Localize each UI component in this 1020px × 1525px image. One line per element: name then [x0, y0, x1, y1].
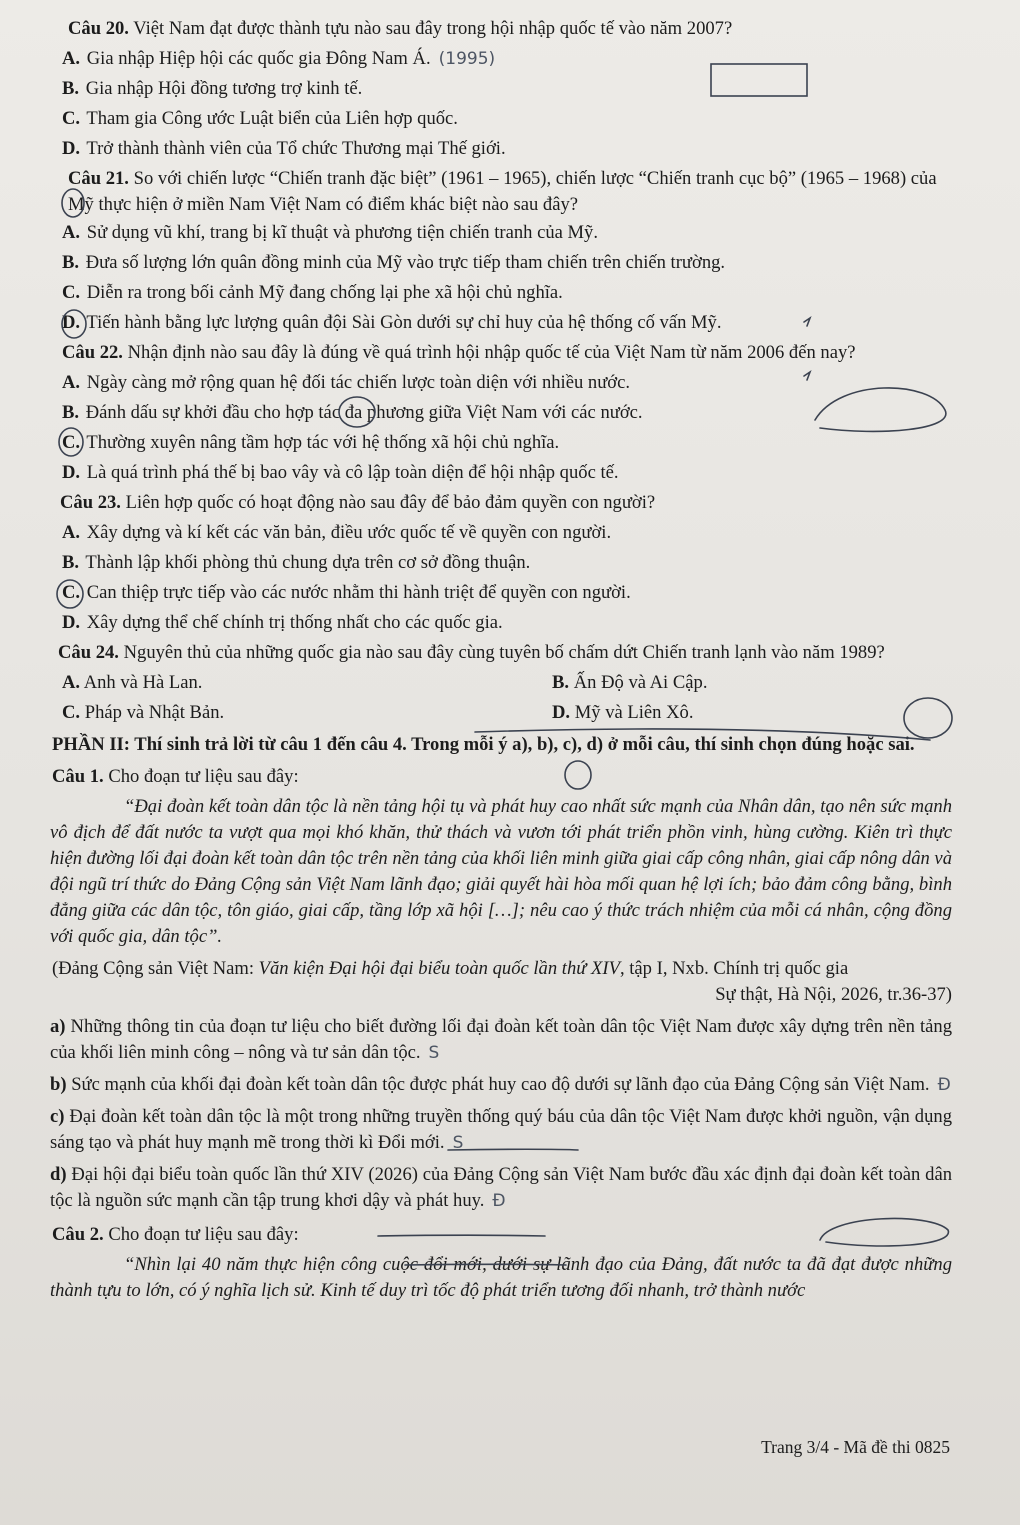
- statement-a: [50, 1014, 952, 1066]
- question-number: Câu 1.: [52, 766, 104, 787]
- option-letter: C.: [62, 282, 81, 303]
- option-letter: C.: [62, 702, 81, 723]
- option-b: [552, 668, 707, 698]
- option-letter: A.: [62, 48, 81, 69]
- question-number: Câu 2.: [52, 1224, 104, 1245]
- option-text: Diễn ra trong bối cảnh Mỹ đang chống lại phe xã hội chủ nghĩa.: [82, 282, 563, 303]
- question-20-stem: [50, 14, 952, 44]
- quoted-passage: [50, 794, 952, 950]
- option-b: [50, 548, 952, 578]
- statement-label: a): [50, 1016, 66, 1037]
- handwritten-mark: S: [428, 1043, 440, 1063]
- source-publisher: Sự thật, Hà Nội, 2026, tr.36-37): [715, 984, 952, 1005]
- part-2-heading: PHẦN II: Thí sinh trả lời từ câu 1 đến câu 4. Trong mỗi ý a), b), c), d) ở mỗi câu, thí sinh chọn đúng hoặc sai.: [52, 734, 915, 755]
- option-text: Đánh dấu sự khởi đầu cho hợp tác đa phương giữa Việt Nam với các nước.: [81, 402, 643, 423]
- question-number: Câu 22.: [62, 342, 123, 363]
- question-23-stem: [50, 488, 952, 518]
- question-number: Câu 24.: [58, 642, 119, 663]
- option-c: [50, 698, 552, 728]
- option-letter: B.: [62, 252, 80, 273]
- statement-text: Những thông tin của đoạn tư liệu cho biết đường lối đại đoàn kết toàn dân tộc Việt Nam được xây dựng trên nền tảng của khối liên minh công – nông và tư sản dân tộc.: [50, 1016, 952, 1063]
- question-24-stem: [50, 638, 952, 668]
- option-a: [50, 368, 952, 398]
- option-letter: C.: [62, 432, 81, 453]
- source-citation: [50, 956, 952, 1008]
- statement-label: c): [50, 1106, 65, 1127]
- question-text: Nhận định nào sau đây là đúng về quá trình hội nhập quốc tế của Việt Nam từ năm 2006 đến nay?: [122, 342, 856, 363]
- option-a: [50, 218, 952, 248]
- option-letter: D.: [62, 462, 81, 483]
- option-letter: D.: [552, 702, 571, 723]
- option-letter: D.: [62, 138, 81, 159]
- part2-question-2: [50, 1220, 952, 1250]
- question-intro: Cho đoạn tư liệu sau đây:: [103, 1224, 299, 1245]
- option-c: [50, 104, 952, 134]
- option-text: Gia nhập Hiệp hội các quốc gia Đông Nam Á.: [82, 48, 431, 69]
- statement-text: Sức mạnh của khối đại đoàn kết toàn dân tộc được phát huy cao độ dưới sự lãnh đạo của Đảng Cộng sản Việt Nam.: [66, 1074, 930, 1095]
- option-text: Ngày càng mở rộng quan hệ đối tác chiến lược toàn diện với nhiều nước.: [82, 372, 631, 393]
- handwritten-note: (1995): [438, 49, 496, 69]
- question-20: [50, 14, 952, 164]
- option-b: [50, 398, 952, 428]
- option-a: [50, 518, 952, 548]
- options-row-2: [50, 698, 952, 728]
- option-text: Thành lập khối phòng thủ chung dựa trên cơ sở đồng thuận.: [81, 552, 531, 573]
- option-letter: A.: [62, 222, 81, 243]
- option-text: Là quá trình phá thế bị bao vây và cô lập toàn diện để hội nhập quốc tế.: [82, 462, 619, 483]
- option-d: [50, 608, 952, 638]
- option-text: Anh và Hà Lan.: [80, 672, 203, 693]
- question-number: Câu 20.: [68, 18, 129, 39]
- option-text: Xây dựng và kí kết các văn bản, điều ước quốc tế về quyền con người.: [82, 522, 612, 543]
- quoted-passage-2: [50, 1252, 952, 1304]
- question-number: Câu 23.: [60, 492, 121, 513]
- question-23: [50, 488, 952, 638]
- option-letter: A.: [62, 672, 81, 693]
- option-text: Mỹ và Liên Xô.: [570, 702, 694, 723]
- option-letter: A.: [62, 522, 81, 543]
- question-intro: Cho đoạn tư liệu sau đây:: [103, 766, 299, 787]
- option-text: Gia nhập Hội đồng tương trợ kinh tế.: [81, 78, 363, 99]
- quote-text: “Đại đoàn kết toàn dân tộc là nền tảng hội tụ và phát huy cao nhất sức mạnh của Nhân dân, tạo nên sức mạnh vô địch để đất nước ta vượt qua mọi khó khăn, thử thách và vươn tới phát triển phồn vinh, hùng cường. Kiên trì thực hiện đường lối đại đoàn kết toàn dân tộc trên nền tảng của khối liên minh giữa giai cấp công nhân, giai cấp nông dân và đội ngũ trí thức do Đảng Cộng sản Việt Nam lãnh đạo; giải quyết hài hòa mối quan hệ lợi ích; bảo đảm công bằng, bình đẳng giữa các dân tộc, tôn giáo, giai cấp, tầng lớp xã hội […]; nêu cao ý thức trách nhiệm của mỗi cá nhân, cộng đồng với quốc gia, dân tộc”.: [50, 796, 952, 947]
- statement-c: [50, 1104, 952, 1156]
- option-d: [50, 308, 952, 338]
- option-text: Ấn Độ và Ai Cập.: [569, 672, 708, 693]
- handwritten-mark: Đ: [492, 1191, 506, 1211]
- option-text: Pháp và Nhật Bản.: [80, 702, 225, 723]
- option-text: Tiến hành bằng lực lượng quân đội Sài Gòn dưới sự chỉ huy của hệ thống cố vấn Mỹ.: [82, 312, 722, 333]
- option-text: Trở thành thành viên của Tổ chức Thương mại Thế giới.: [82, 138, 506, 159]
- option-b: [50, 248, 952, 278]
- option-letter: C.: [62, 582, 81, 603]
- options-row-1: [50, 668, 952, 698]
- option-b: [50, 74, 952, 104]
- source-author: (Đảng Cộng sản Việt Nam:: [52, 958, 259, 979]
- question-22-stem: [50, 338, 952, 368]
- question-24: [50, 638, 952, 728]
- option-letter: C.: [62, 108, 81, 129]
- option-text: Can thiệp trực tiếp vào các nước nhằm thi hành triệt để quyền con người.: [82, 582, 631, 603]
- option-text: Sử dụng vũ khí, trang bị kĩ thuật và phương tiện chiến tranh của Mỹ.: [82, 222, 599, 243]
- quote-text: “Nhìn lại 40 năm thực hiện công cuộc đổi mới, dưới sự lãnh đạo của Đảng, đất nước ta đã đạt được những thành tựu to lớn, có ý nghĩa lịch sử. Kinh tế duy trì tốc độ phát triển tương đối nhanh, trở thành nước: [50, 1254, 952, 1301]
- source-title: Văn kiện Đại hội đại biểu toàn quốc lần thứ XIV: [258, 958, 620, 979]
- question-text: So với chiến lược “Chiến tranh đặc biệt” (1961 – 1965), chiến lược “Chiến tranh cục bộ” (1965 – 1968) của Mỹ thực hiện ở miền Nam Việt Nam có điểm khác biệt nào sau đây?: [68, 168, 937, 215]
- option-letter: B.: [552, 672, 570, 693]
- question-22: [50, 338, 952, 488]
- page-footer: Trang 3/4 - Mã đề thi 0825: [761, 1437, 950, 1457]
- statement-label: d): [50, 1164, 67, 1185]
- handwritten-mark: Đ: [937, 1075, 951, 1095]
- option-text: Xây dựng thể chế chính trị thống nhất cho các quốc gia.: [82, 612, 503, 633]
- handwritten-mark: S: [452, 1133, 464, 1153]
- option-letter: B.: [62, 552, 80, 573]
- source-detail: , tập I, Nxb. Chính trị quốc gia: [619, 958, 849, 979]
- option-c: [50, 278, 952, 308]
- option-d: [552, 698, 694, 728]
- option-letter: A.: [62, 372, 81, 393]
- question-text: Việt Nam đạt được thành tựu nào sau đây trong hội nhập quốc tế vào năm 2007?: [128, 18, 733, 39]
- option-text: Đưa số lượng lớn quân đồng minh của Mỹ vào trực tiếp tham chiến trên chiến trường.: [81, 252, 726, 273]
- part2-question-1: [50, 762, 952, 792]
- statement-b: [50, 1072, 952, 1098]
- option-d: [50, 458, 952, 488]
- option-a: [50, 44, 952, 74]
- question-21-stem: [50, 166, 952, 218]
- question-text: Nguyên thủ của những quốc gia nào sau đây cùng tuyên bố chấm dứt Chiến tranh lạnh vào năm 1989?: [118, 642, 885, 663]
- option-text: Tham gia Công ước Luật biển của Liên hợp quốc.: [82, 108, 458, 129]
- statement-text: Đại đoàn kết toàn dân tộc là một trong những truyền thống quý báu của dân tộc Việt Nam được khởi nguồn, vận dụng sáng tạo và phát huy mạnh mẽ trong thời kì Đổi mới.: [50, 1106, 952, 1153]
- option-c: [50, 578, 952, 608]
- option-letter: D.: [62, 312, 81, 333]
- statement-text: Đại hội đại biểu toàn quốc lần thứ XIV (2026) của Đảng Cộng sản Việt Nam bước đầu xác định đại đoàn kết toàn dân tộc là nguồn sức mạnh cần tập trung khơi dậy và phát huy.: [50, 1164, 952, 1211]
- statement-d: [50, 1162, 952, 1214]
- option-letter: D.: [62, 612, 81, 633]
- question-number: Câu 21.: [68, 168, 129, 189]
- option-a: [50, 668, 552, 698]
- option-letter: B.: [62, 78, 80, 99]
- statement-label: b): [50, 1074, 67, 1095]
- option-letter: B.: [62, 402, 80, 423]
- option-c: [50, 428, 952, 458]
- option-d: [50, 134, 952, 164]
- option-text: Thường xuyên nâng tầm hợp tác với hệ thống xã hội chủ nghĩa.: [82, 432, 560, 453]
- question-text: Liên hợp quốc có hoạt động nào sau đây để bảo đảm quyền con người?: [120, 492, 656, 513]
- question-21: [50, 166, 952, 338]
